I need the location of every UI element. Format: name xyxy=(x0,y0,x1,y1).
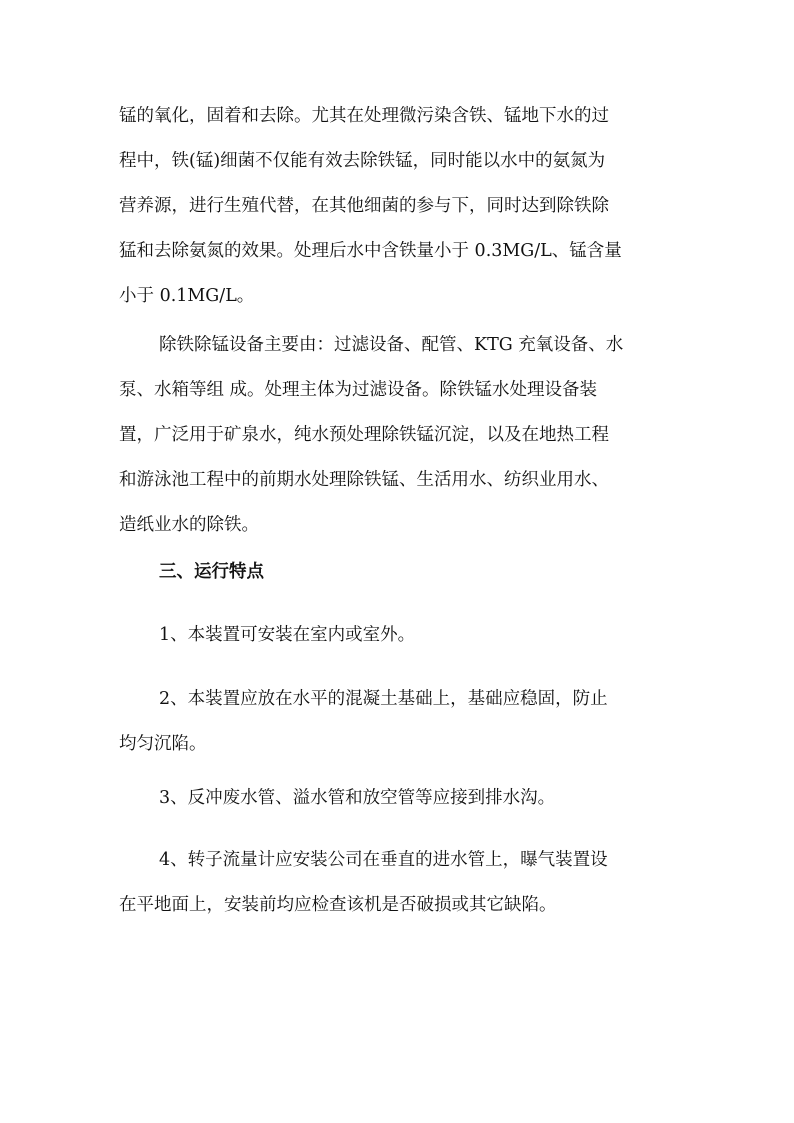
list-item-line: 均匀沉陷。 xyxy=(119,734,207,754)
paragraph-iron-manganese-bacteria xyxy=(119,94,687,319)
list-item-2 xyxy=(119,677,687,767)
list-item-4 xyxy=(119,838,687,928)
paragraph-line: 除铁除锰设备主要由：过滤设备、配管、KTG 充氧设备、水 xyxy=(159,335,624,355)
paragraph-line: 猛和去除氨氮的效果。处理后水中含铁量小于 0.3MG/L、锰含量 xyxy=(119,241,622,261)
section-heading: 三、运行特点 xyxy=(159,562,264,582)
list-item-line: 4、转子流量计应安装公司在垂直的进水管上，曝气装置设 xyxy=(159,850,608,870)
paragraph-line: 置，广泛用于矿泉水，纯水预处理除铁锰沉淀，以及在地热工程 xyxy=(119,425,609,445)
list-item-line: 1、本装置可安装在室内或室外。 xyxy=(159,625,416,645)
list-item-line: 在平地面上，安装前均应检查该机是否破损或其它缺陷。 xyxy=(119,895,557,915)
paragraph-line: 和游泳池工程中的前期水处理除铁锰、生活用水、纺织业用水、 xyxy=(119,470,609,490)
list-item-1 xyxy=(119,613,687,658)
list-item-line: 3、反冲废水管、溢水管和放空管等应接到排水沟。 xyxy=(159,788,556,808)
paragraph-line: 造纸业水的除铁。 xyxy=(119,515,259,535)
paragraph-line: 营养源，进行生殖代替，在其他细菌的参与下，同时达到除铁除 xyxy=(119,196,609,216)
list-item-3 xyxy=(119,776,687,821)
section-heading-block xyxy=(119,550,687,595)
paragraph-line: 程中，铁(锰)细菌不仅能有效去除铁锰，同时能以水中的氨氮为 xyxy=(119,151,606,171)
paragraph-equipment-composition xyxy=(119,323,687,548)
paragraph-line: 小于 0.1MG/L。 xyxy=(119,286,255,306)
list-item-line: 2、本装置应放在水平的混凝土基础上，基础应稳固，防止 xyxy=(159,689,608,709)
paragraph-line: 泵、水箱等组 成。处理主体为过滤设备。除铁锰水处理设备装 xyxy=(119,380,598,400)
paragraph-line: 锰的氧化，固着和去除。尤其在处理微污染含铁、锰地下水的过 xyxy=(119,106,609,126)
